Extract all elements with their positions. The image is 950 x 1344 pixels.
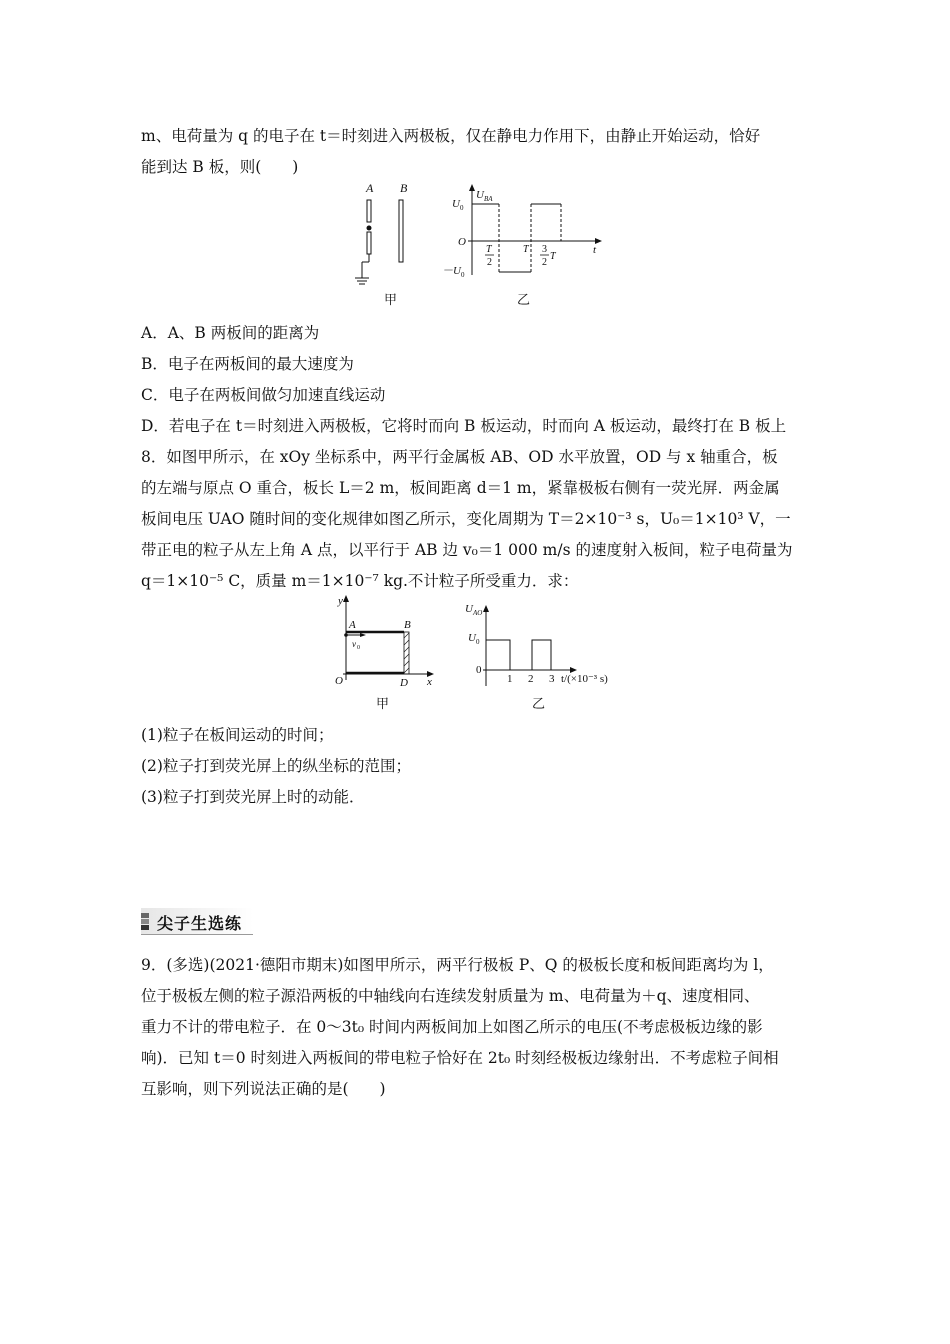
q8-stem-line5: q＝1×10⁻⁵ C，质量 m＝1×10⁻⁷ kg.不计粒子所受重力．求：	[141, 572, 579, 590]
svg-text:0: 0	[476, 664, 482, 676]
svg-text:0: 0	[460, 204, 464, 212]
svg-text:t/(×10⁻³ s): t/(×10⁻³ s)	[561, 673, 608, 685]
q8-sub-3: (3)粒子打到荧光屏上时的动能．	[141, 788, 365, 806]
q8-stem-line4: 带正电的粒子从左上角 A 点，以平行于 AB 边 v₀＝1 000 m/s 的速度射入板间，粒子电荷量为	[141, 541, 793, 559]
q8-stem-line1: 8．如图甲所示，在 xOy 坐标系中，两平行金属板 AB、OD 水平放置，OD 与 x 轴重合，板	[141, 448, 778, 466]
q7-option-a: A．A、B 两板间的距离为	[141, 324, 320, 342]
q7-fig-b-caption: 乙	[517, 292, 531, 307]
svg-text:A: A	[349, 619, 356, 631]
q7-fig-a-caption: 甲	[384, 292, 398, 307]
svg-text:U: U	[476, 189, 484, 201]
svg-text:3: 3	[549, 673, 555, 685]
q8-stem-line2: 的左端与原点 O 重合，板长 L＝2 m，板间距离 d＝1 m，紧靠极板右侧有一荧光屏．两金属	[141, 479, 780, 497]
q9-stem-line4: 响)．已知 t＝0 时刻进入两板间的带电粒子恰好在 2t₀ 时刻经极板边缘射出．不考虑粒子间相	[141, 1049, 779, 1067]
svg-text:0: 0	[461, 271, 465, 279]
q8-figure-voltage	[455, 590, 635, 715]
svg-text:3: 3	[542, 244, 547, 255]
svg-text:U: U	[452, 198, 460, 210]
plate-a-upper	[367, 200, 371, 222]
svg-text:O: O	[458, 236, 466, 248]
svg-text:v: v	[352, 639, 356, 649]
q7-option-b: B．电子在两板间的最大速度为	[141, 355, 354, 373]
svg-text:0: 0	[476, 638, 480, 646]
q7-option-c: C．电子在两板间做匀加速直线运动	[141, 386, 386, 404]
q9-stem-line3: 重力不计的带电粒子．在 0～3t₀ 时间内两板间加上如图乙所示的电压(不考虑极板边缘的影	[141, 1018, 763, 1036]
svg-text:x: x	[427, 676, 432, 688]
svg-text:1: 1	[507, 673, 513, 685]
q9-stem-line5: 互影响，则下列说法正确的是( )	[141, 1080, 386, 1098]
q9-stem-line1: 9．(多选)(2021·德阳市期末)如图甲所示，两平行极板 P、Q 的极板长度和板间距离均为 l，	[141, 956, 774, 974]
plate-b-label: B	[400, 181, 408, 195]
q7-stem-line1: m、电荷量为 q 的电子在 t＝时刻进入两极板，仅在静电力作用下，由静止开始运动，恰好	[141, 127, 761, 145]
svg-text:U: U	[468, 632, 476, 644]
svg-text:0: 0	[357, 645, 360, 651]
svg-text:B: B	[404, 619, 411, 631]
svg-text:y: y	[338, 595, 343, 607]
svg-text:2: 2	[542, 257, 547, 268]
pulse-1	[486, 640, 510, 670]
q8-fig-a-caption: 甲	[376, 696, 390, 711]
svg-text:t: t	[593, 244, 597, 256]
q7-figure-plates	[350, 180, 430, 310]
electron-dot	[367, 226, 372, 231]
svg-text:－U: －U	[442, 265, 461, 277]
q7-figure-voltage	[438, 180, 608, 310]
svg-text:2: 2	[487, 257, 492, 268]
q8-fig-b-caption: 乙	[532, 696, 546, 711]
q7-option-d: D．若电子在 t＝时刻进入两极板，它将时而向 B 板运动，时而向 A 板运动，最终打在 B 板上	[141, 417, 787, 435]
svg-text:T: T	[486, 244, 492, 255]
svg-text:T: T	[550, 251, 556, 262]
q8-stem-line3: 板间电压 UAO 随时间的变化规律如图乙所示，变化周期为 T＝2×10⁻³ s，U₀＝1×10³ V，一	[141, 510, 791, 528]
q9-stem-line2: 位于极板左侧的粒子源沿两板的中轴线向右连续发射质量为 m、电荷量为＋q、速度相同、	[141, 987, 760, 1005]
section-title: 尖子生选练	[157, 914, 243, 933]
svg-text:BA: BA	[484, 195, 493, 203]
pulse-2	[532, 640, 551, 670]
svg-text:T: T	[523, 244, 529, 255]
screen	[404, 632, 409, 674]
q8-sub-2: (2)粒子打到荧光屏上的纵坐标的范围；	[141, 757, 411, 775]
q8-figure-plates	[325, 590, 450, 715]
svg-text:O: O	[335, 675, 343, 687]
svg-text:D: D	[400, 677, 408, 689]
plate-a-label: A	[366, 181, 374, 195]
section-bar-icon	[141, 913, 153, 931]
svg-text:2: 2	[528, 673, 534, 685]
svg-text:AO: AO	[473, 609, 483, 617]
svg-text:U: U	[465, 603, 473, 615]
q8-sub-1: (1)粒子在板间运动的时间；	[141, 726, 334, 744]
q7-stem-line2: 能到达 B 板，则( )	[141, 158, 299, 176]
plate-a-lower	[367, 232, 371, 254]
section-header	[141, 908, 253, 935]
plate-b	[399, 200, 403, 262]
